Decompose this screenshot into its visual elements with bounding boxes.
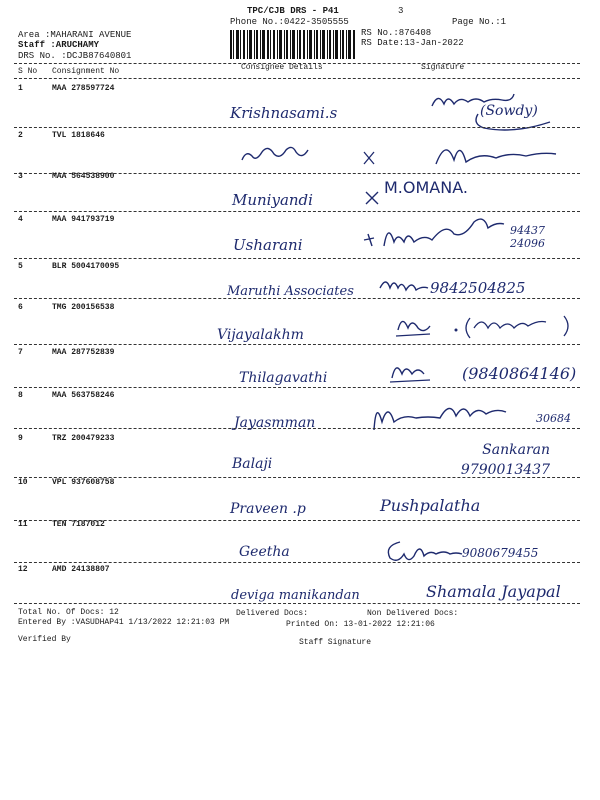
row-3-consignee: Muniyandi [232, 191, 313, 209]
row-4-consignee: Usharani [233, 236, 303, 254]
entered-by: Entered By :VASUDHAP41 1/13/2022 12:21:03 PM [18, 618, 230, 627]
row-3-signature: M.OMANA. [384, 178, 468, 197]
verified-by: Verified By [18, 635, 71, 644]
row-11-sno: 11 [18, 520, 28, 529]
row-3-consignment: MAA 564538900 [52, 172, 115, 181]
row-8-signature-scribble [368, 396, 538, 432]
row-8-separator [14, 428, 580, 429]
row-10-sno: 10 [18, 478, 28, 487]
row-6-separator [14, 344, 580, 345]
phone-number: Phone No.:0422-3505555 [230, 17, 349, 27]
printed-on: Printed On: 13-01-2022 12:21:06 [286, 620, 435, 629]
row-4-consignment: MAA 941793719 [52, 215, 115, 224]
row-10-consignee: Praveen .p [230, 501, 306, 517]
row-9-signature: Sankaran 9790013437 [460, 442, 550, 478]
barcode-image [229, 29, 357, 60]
staff-signature: Staff Signature [299, 638, 372, 647]
row-5-signature: 9842504825 [430, 279, 526, 297]
row-5-consignee: Maruthi Associates [227, 284, 354, 299]
row-2-sno: 2 [18, 131, 23, 140]
row-12-consignee: deviga manikandan [231, 588, 360, 603]
staff-label: Staff :ARUCHAMY [18, 40, 100, 50]
col-sno-header: S No [18, 67, 38, 76]
row-6-consignment: TMG 200156538 [52, 303, 115, 312]
row-11-separator [14, 562, 580, 563]
row-1-separator [14, 127, 580, 128]
row-3-cross-mark [364, 190, 382, 206]
row-9-consignee: Balaji [232, 456, 273, 472]
row-8-consignee: Jayasmman [234, 415, 316, 431]
document-title: TPC/CJB DRS - P41 [247, 6, 339, 16]
header-bottom-rule [14, 78, 580, 79]
row-3-sno: 3 [18, 172, 23, 181]
row-12-separator [14, 603, 580, 604]
row-11-consignment: TEN 7187012 [52, 520, 105, 529]
row-1-signature: (Sowdy) [480, 103, 538, 119]
rs-number: RS No.:876408 [361, 28, 432, 38]
row-1-signature-scribble [430, 84, 560, 132]
row-7-signature-scribble [388, 356, 448, 386]
drs-number: DRS No. :DCJB87640801 [18, 51, 132, 61]
row-3-separator [14, 211, 580, 212]
row-6-signature-scribble [394, 310, 574, 342]
row-11-consignee: Geetha [239, 544, 290, 560]
col-signature-header: Signature [421, 63, 465, 72]
row-12-signature: Shamala Jayapal [426, 582, 561, 601]
row-11-signature: 9080679455 [462, 546, 539, 560]
row-4-sno: 4 [18, 215, 23, 224]
area-label: Area :MAHARANI AVENUE [18, 30, 132, 40]
row-7-consignment: MAA 287752839 [52, 348, 115, 357]
row-7-signature: (9840864146) [462, 364, 577, 383]
row-1-consignee: Krishnasami.s [230, 104, 338, 122]
row-5-sno: 5 [18, 262, 23, 271]
row-5-separator [14, 298, 580, 299]
col-consignee-header: Consignee Details [241, 63, 323, 72]
row-1-sno: 1 [18, 84, 23, 93]
delivered-docs: Delivered Docs: [236, 609, 309, 618]
total-docs: Total No. Of Docs: 12 [18, 608, 119, 617]
row-10-consignment: VPL 937608758 [52, 478, 115, 487]
row-4-signature-scribble [360, 216, 510, 252]
row-9-sno: 9 [18, 434, 23, 443]
row-2-consignment: TVL 1818646 [52, 131, 105, 140]
row-4-separator [14, 258, 580, 259]
rs-date: RS Date:13-Jan-2022 [361, 38, 464, 48]
row-4-signature: 94437 24096 [510, 224, 545, 250]
row-12-sno: 12 [18, 565, 28, 574]
row-5-consignment: BLR 5004170095 [52, 262, 120, 271]
row-7-separator [14, 387, 580, 388]
row-7-sno: 7 [18, 348, 23, 357]
row-5-signature-scribble [378, 274, 430, 298]
row-8-signature: 30684 [536, 412, 571, 425]
row-8-sno: 8 [18, 391, 23, 400]
row-2-handwriting-scribble [240, 142, 580, 172]
row-8-consignment: MAA 563758246 [52, 391, 115, 400]
row-6-consignee: Vijayalakhm [217, 327, 304, 343]
row-6-sno: 6 [18, 303, 23, 312]
row-7-consignee: Thilagavathi [239, 370, 328, 386]
row-9-consignment: TRZ 200479233 [52, 434, 115, 443]
row-12-consignment: AMD 24138807 [52, 565, 110, 574]
title-handwritten-mark: 3 [398, 6, 404, 16]
page-number: Page No.:1 [452, 17, 507, 27]
non-delivered-docs: Non Delivered Docs: [367, 609, 459, 618]
col-consignment-header: Consignment No [52, 67, 120, 76]
row-10-signature: Pushpalatha [380, 496, 481, 515]
row-1-consignment: MAA 278597724 [52, 84, 115, 93]
